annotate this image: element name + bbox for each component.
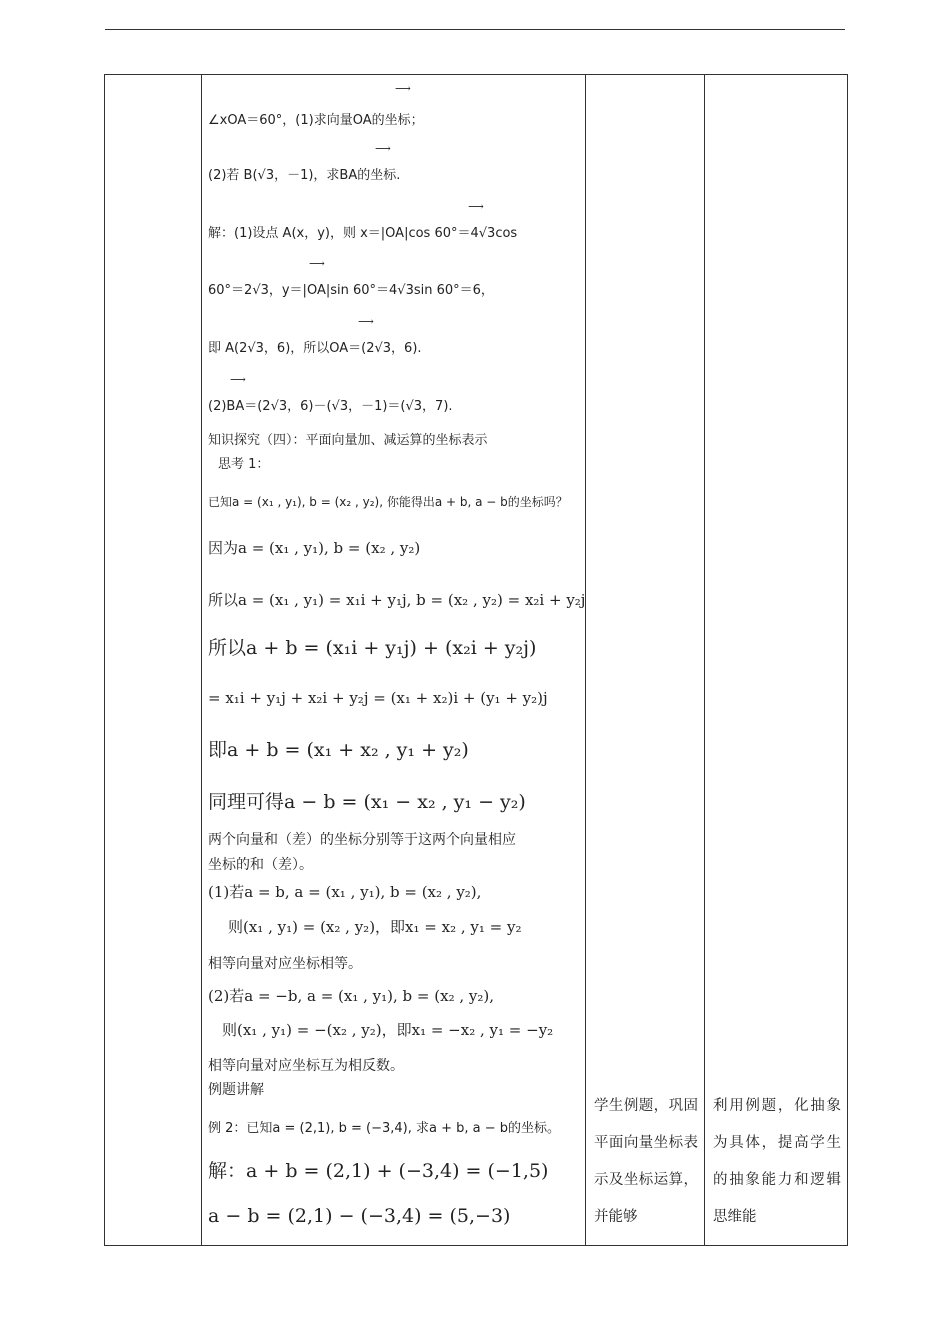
formula-line: (1)若a = b, a = (x₁ , y₁), b = (x₂ , y₂), (208, 883, 482, 901)
content-line: ∠xOA＝60°，(1)求向量OA的坐标； (208, 113, 424, 128)
formula-line: 例 2：已知a = (2,1), b = (−3,4), 求a + b, a − b的坐标。 (208, 1121, 561, 1136)
design-intent-column (705, 75, 848, 1246)
formula-line: 则(x₁ , y₁) = (x₂ , y₂)，即x₁ = x₂ , y₁ = y₂ (228, 918, 522, 936)
design-intent-text: 利用例题，化抽象为具体，提高学生的抽象能力和逻辑思维能 (713, 1098, 841, 1225)
content-line: 两个向量和（差）的坐标分别等于这两个向量相应 (208, 832, 516, 848)
lesson-table (104, 74, 848, 1246)
content-line: 60°＝2√3，y＝|OA|sin 60°＝4√3sin 60°＝6， (208, 283, 494, 298)
formula-line: 即a + b = (x₁ + x₂ , y₁ + y₂) (208, 739, 469, 761)
content-column (202, 75, 586, 1246)
vector-arrow: ⟶ (230, 373, 246, 386)
vector-arrow: ⟶ (468, 200, 484, 213)
think-label: 思考 1： (218, 457, 270, 472)
formula-line: = x₁i + y₁j + x₂i + y₂j = (x₁ + x₂)i + (y₁ + y₂)j (208, 689, 548, 707)
header-rule (105, 29, 845, 30)
formula-line: 已知a = (x₁ , y₁), b = (x₂ , y₂), 你能得出a + b, a − b的坐标吗？ (208, 495, 568, 509)
content-line: 相等向量对应坐标互为相反数。 (208, 1058, 404, 1074)
vector-arrow: ⟶ (358, 315, 374, 328)
student-activity-text: 学生例题，巩固平面向量坐标表示及坐标运算，并能够 (594, 1098, 698, 1225)
content-line: 坐标的和（差）。 (208, 857, 313, 873)
vector-arrow: ⟶ (375, 142, 391, 155)
student-activity-column (586, 75, 705, 1246)
content-line: 相等向量对应坐标相等。 (208, 956, 362, 972)
stage-column (105, 75, 202, 1246)
content-line: (2)若 B(√3，－1)，求BA的坐标. (208, 168, 401, 183)
section-heading: 知识探究（四）：平面向量加、减运算的坐标表示 (208, 433, 488, 448)
vector-arrow: ⟶ (309, 257, 325, 270)
content-line: (2)BA＝(2√3，6)－(√3，－1)＝(√3，7). (208, 399, 453, 414)
content-line: 解：(1)设点 A(x，y)，则 x＝|OA|cos 60°＝4√3cos (208, 226, 518, 241)
vector-arrow: ⟶ (395, 82, 411, 95)
formula-line: (2)若a = −b, a = (x₁ , y₁), b = (x₂ , y₂), (208, 987, 494, 1005)
formula-line: a − b = (2,1) − (−3,4) = (5,−3) (208, 1205, 511, 1227)
formula-line: 同理可得a − b = (x₁ − x₂ , y₁ − y₂) (208, 791, 526, 813)
formula-line: 则(x₁ , y₁) = −(x₂ , y₂)，即x₁ = −x₂ , y₁ = −y₂ (222, 1021, 554, 1039)
formula-line: 所以a = (x₁ , y₁) = x₁i + y₁j, b = (x₂ , y₂) = x₂i + y₂j (208, 591, 586, 609)
formula-line: 解：a + b = (2,1) + (−3,4) = (−1,5) (208, 1160, 549, 1182)
content-line: 即 A(2√3，6)，所以OA＝(2√3，6). (208, 341, 422, 356)
formula-line: 因为a = (x₁ , y₁), b = (x₂ , y₂) (208, 539, 421, 557)
formula-line: 所以a + b = (x₁i + y₁j) + (x₂i + y₂j) (208, 637, 537, 659)
example-heading: 例题讲解 (208, 1082, 264, 1098)
